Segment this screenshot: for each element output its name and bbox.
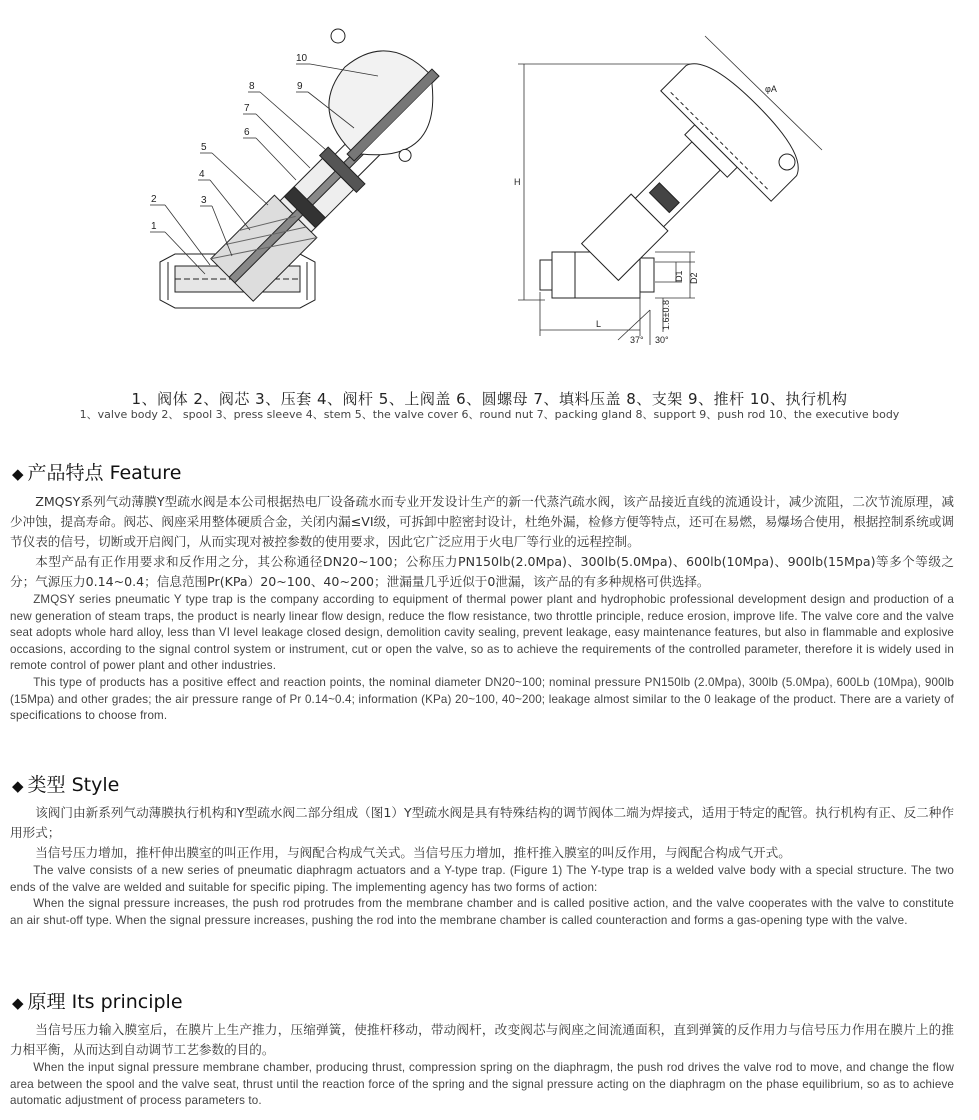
dim-d2: D2 [689,272,699,284]
style-en-p2: When the signal pressure increases, the push rod protrudes from the membrane chamber and is called positive action, and the valve cooperates with the valve to constitute an air shut-off type. When the signal pressure increases, pushing the rod into the membrane chamber is called counteraction and forms a gas-opening type with the valve. [10,897,954,927]
style-cn-p2: 当信号压力增加，推杆伸出膜室的叫正作用，与阀配合构成气关式。当信号压力增加，推杆推入膜室的叫反作用，与阀配合构成气开式。 [35,845,791,860]
diamond-icon: ◆ [12,994,24,1012]
callout-3: 3 [201,195,207,206]
dim-d1: D1 [674,270,684,282]
principle-section [10,1020,954,1110]
callout-10: 10 [296,53,308,64]
feature-cn-p1: ZMQSY系列气动薄膜Y型疏水阀是本公司根据热电厂设备疏水而专业开发设计生产的新一代蒸汽疏水阀，该产品接近直线的流通设计，减少流阻，二次节流原理，减少冲蚀，提高寿命。阀芯、阀座采用整体硬质合金，关闭内漏≤VI级，可拆卸中腔密封设计，杜绝外漏，检修方便等特点，还可在易燃，易爆场合使用，根据控制系统或调节仪表的信号，切断或开启阀门，从而实现对被控参数的使用要求，因此它广泛应用于火电厂等行业的远程控制。 [10,494,954,549]
outline-view [514,36,822,345]
callout-6: 6 [244,127,250,138]
callout-1: 1 [151,221,157,232]
feature-heading [12,458,181,485]
callout-7: 7 [244,103,250,114]
dim-h: H [514,177,521,187]
dim-30: 30° [655,335,669,345]
sectional-view [150,25,466,308]
principle-en-p1: When the input signal pressure membrane chamber, producing thrust, compression spring on the diaphragm, the push rod drives the valve rod to move, and change the flow area between the spool and the valve seat, thrust until the reaction force of the spring and the signal pressure acting on the diaphragm on the phase equilibrium, so as to achieve automatic adjustment of process parameters to. [10,1061,954,1108]
feature-cn-p2: 本型产品有正作用要求和反作用之分，其公称通径DN20~100；公称压力PN150lb(2.0Mpa)、300lb(5.0Mpa)、600lb(10Mpa)、900lb(15Mpa)等多个等级之分；气源压力0.14~0.4；信息范围Pr(KPa）20~100、40~200；泄漏量几乎近似于0泄漏，该产品的有多种规格可供选择。 [10,554,954,589]
callout-4: 4 [199,169,205,180]
principle-cn-p1: 当信号压力输入膜室后，在膜片上生产推力，压缩弹簧，使推杆移动，带动阀杆，改变阀芯与阀座之间流通面积，直到弹簧的反作用力与信号压力作用在膜片上的推力相平衡，从而达到自动调节工艺参数的目的。 [10,1022,954,1057]
diamond-icon: ◆ [12,777,24,795]
style-cn-p1: 该阀门由新系列气动薄膜执行机构和Y型疏水阀二部分组成（图1）Y型疏水阀是具有特殊结构的调节阀体二端为焊接式，适用于特定的配管。执行机构有正、反二种作用形式； [10,805,954,840]
principle-title: 原理 Its principle [27,991,183,1013]
style-heading [12,770,119,797]
callout-8: 8 [249,81,255,92]
legend-cn: 1、阀体 2、阀芯 3、压套 4、阀杆 5、上阀盖 6、圆螺母 7、填料压盖 8、支架 9、推杆 10、执行机构 [131,390,848,408]
dim-tolerance: 1.6±0.8 [661,300,671,330]
feature-en-p2: This type of products has a positive effect and reaction points, the nominal diameter DN20~100; nominal pressure PN150lb (2.0Mpa), 300lb (5.0Mpa), 600Lb (10Mpa), 900lb (15Mpa) and other grades; the air pressure range of Pr 0.14~0.4; information (KPa) 20~100, 40~200; leakage almost similar to the 0 leakage of the product. There are a variety of specifications to choose from. [10,675,954,723]
legend-en: 1、valve body 2、 spool 3、press sleeve 4、stem 5、the valve cover 6、round nut 7、packing gland 8、support 9、push rod 10、the executive body [79,408,900,421]
feature-section [10,492,954,725]
callout-2: 2 [151,194,157,205]
principle-heading [12,987,183,1014]
callout-9: 9 [297,81,303,92]
style-section [10,803,954,929]
dim-37: 37° [630,335,644,345]
callout-5: 5 [201,142,207,153]
valve-drawing [0,0,979,385]
style-en-p1: The valve consists of a new series of pneumatic diaphragm actuators and a Y-type trap. (Figure 1) The Y-type trap is a welded valve body with a special structure. The two ends of the valve are welded and suitable for specific piping. The implementing agency has two forms of action: [10,864,954,894]
style-title: 类型 Style [27,774,120,796]
dim-phi-a: φA [765,84,777,94]
diamond-icon: ◆ [12,465,24,483]
feature-title: 产品特点 Feature [27,462,182,484]
feature-en-p1: ZMQSY series pneumatic Y type trap is the company according to equipment of thermal power plant and hydrophobic professional development design and production of a new generation of steam traps, the product is nearly linear flow design, reduce the flow resistance, two throttle principle, reduce erosion, improve life. The valve core and the valve seat adopts whole hard alloy, less than VI level leakage closed design, demolition cavity sealing, prevent leakage, easy maintenance features, but also in flammable and explosive occasions, according to the signal control system or instrument, cut or open the valve, so as to achieve the requirements of the controlled parameter, therefore it is widely used in remote control of power plant and other industries. [10,593,954,673]
dim-l: L [596,319,602,329]
